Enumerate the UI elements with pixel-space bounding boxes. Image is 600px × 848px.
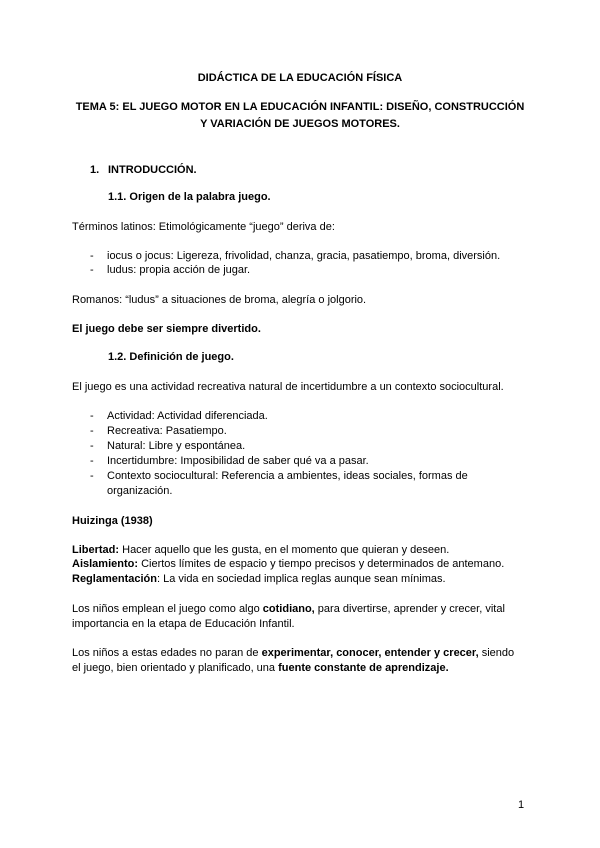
- text-run: Los niños emplean el juego como algo: [72, 603, 263, 615]
- text-run-bold: fuente constante de aprendizaje.: [278, 662, 449, 674]
- page-number: 1: [518, 799, 525, 811]
- list-bullet: -: [90, 455, 94, 467]
- list-item-text: Contexto sociocultural: Referencia a ambientes, ideas sociales, formas de: [107, 470, 468, 482]
- libertad-line: [72, 543, 449, 558]
- list-bullet: -: [90, 470, 94, 482]
- topic-title-line-1: TEMA 5: EL JUEGO MOTOR EN LA EDUCACIÓN INFANTIL: DISEÑO, CONSTRUCCIÓN: [75, 101, 525, 113]
- list-bullet: -: [90, 250, 94, 262]
- list-item-text: Natural: Libre y espontánea.: [107, 440, 246, 452]
- topic-title-line-2: Y VARIACIÓN DE JUEGOS MOTORES.: [200, 118, 400, 130]
- cotidiano-paragraph-line-2: importancia en la etapa de Educación Infantil.: [72, 618, 295, 630]
- latin-terms-intro: Términos latinos: Etimológicamente “juego” deriva de:: [72, 221, 335, 233]
- libertad-text: Hacer aquello que les gusta, en el momento que quieran y deseen.: [119, 544, 450, 556]
- libertad-label: Libertad:: [72, 544, 120, 556]
- aprendizaje-paragraph-line-2: [72, 661, 449, 676]
- reglamentacion-line: [72, 572, 446, 587]
- section-1-number: 1.: [90, 164, 100, 176]
- reglamentacion-label: Reglamentación: [72, 573, 157, 585]
- aislamiento-label: Aislamiento:: [72, 558, 139, 570]
- list-bullet: -: [90, 425, 94, 437]
- aislamiento-text: Ciertos límites de espacio y tiempo precisos y determinados de antemano.: [138, 558, 505, 570]
- subsection-1-2-heading: 1.2. Definición de juego.: [108, 351, 234, 363]
- text-run: siendo: [478, 647, 515, 659]
- aprendizaje-paragraph-line-1: [72, 646, 514, 661]
- list-item-text: ludus: propia acción de jugar.: [107, 264, 251, 276]
- text-run: Los niños a estas edades no paran de: [72, 647, 262, 659]
- section-1-heading: INTRODUCCIÓN.: [108, 164, 197, 176]
- list-item-text: iocus o jocus: Ligereza, frivolidad, chanza, gracia, pasatiempo, broma, diversión.: [107, 250, 501, 262]
- divertido-statement: El juego debe ser siempre divertido.: [72, 323, 261, 335]
- list-bullet: -: [90, 264, 94, 276]
- list-item-text-continued: organización.: [107, 485, 173, 497]
- text-run-bold: cotidiano,: [262, 603, 315, 615]
- huizinga-heading: Huizinga (1938): [72, 515, 153, 527]
- text-run: para divertirse, aprender y crecer, vital: [314, 603, 505, 615]
- cotidiano-paragraph-line-1: [72, 602, 505, 617]
- romanos-paragraph: Romanos: “ludus” a situaciones de broma, alegría o jolgorio.: [72, 294, 367, 306]
- aislamiento-line: [72, 557, 504, 572]
- reglamentacion-text: : La vida en sociedad implica reglas aunque sean mínimas.: [156, 573, 446, 585]
- document-title: DIDÁCTICA DE LA EDUCACIÓN FÍSICA: [197, 72, 403, 84]
- list-item-text: Actividad: Actividad diferenciada.: [107, 410, 268, 422]
- text-run: el juego, bien orientado y planificado, una: [72, 662, 279, 674]
- list-bullet: -: [90, 410, 94, 422]
- list-bullet: -: [90, 440, 94, 452]
- text-run-bold: experimentar, conocer, entender y crecer,: [261, 647, 479, 659]
- list-item-text: Recreativa: Pasatiempo.: [107, 425, 227, 437]
- definition-paragraph: El juego es una actividad recreativa natural de incertidumbre a un contexto sociocultural.: [72, 381, 504, 393]
- list-item-text: Incertidumbre: Imposibilidad de saber qué va a pasar.: [107, 455, 369, 467]
- subsection-1-1-heading: 1.1. Origen de la palabra juego.: [108, 191, 271, 203]
